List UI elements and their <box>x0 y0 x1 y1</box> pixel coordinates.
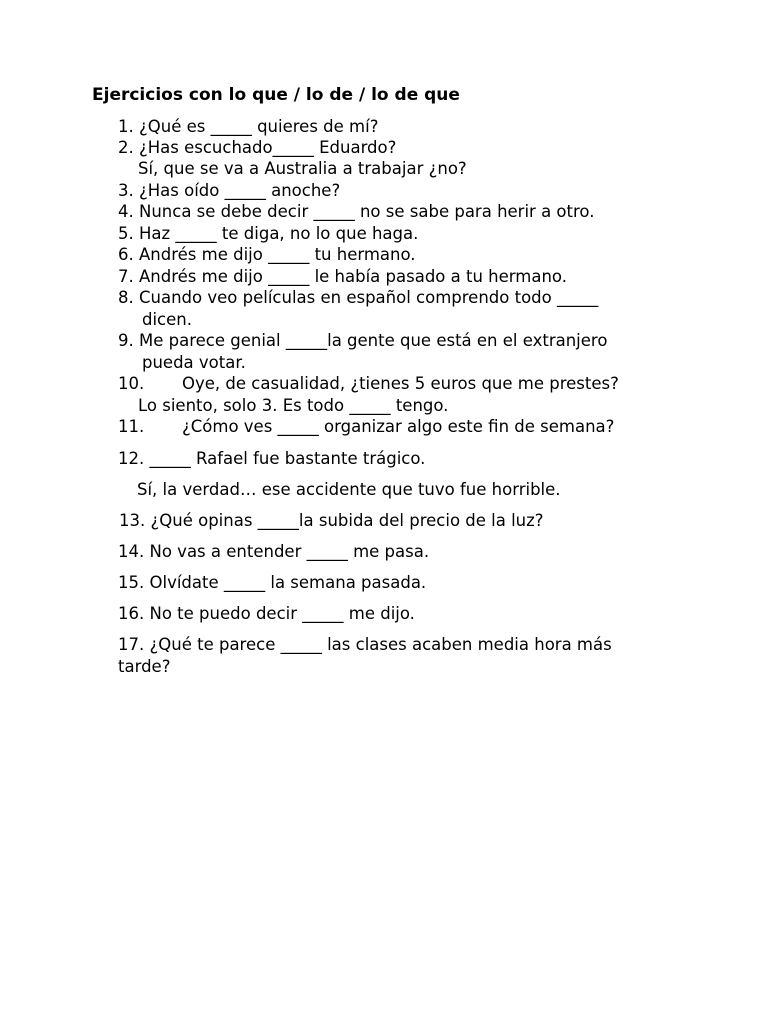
exercise-12-answer <box>137 479 561 501</box>
exercise-text: Me parece genial _____la gente que está en el extranjero <box>139 331 608 350</box>
exercise-text: Lo siento, solo 3. Es todo _____ tengo. <box>138 396 449 415</box>
page-title: Ejercicios con lo que / lo de / lo de que <box>92 85 460 105</box>
exercise-5 <box>118 223 418 245</box>
exercise-text: No vas a entender _____ me pasa. <box>149 542 430 561</box>
exercise-10 <box>118 373 619 395</box>
exercise-text: Olvídate _____ la semana pasada. <box>149 573 427 592</box>
exercise-text: ¿Qué te parece _____ las clases acaben media hora más <box>149 635 612 654</box>
exercise-text: ¿Cómo ves _____ organizar algo este fin de semana? <box>182 417 615 436</box>
exercise-number: 1. <box>118 117 134 136</box>
exercise-text: Cuando veo películas en español comprendo todo _____ <box>139 288 599 307</box>
exercise-2-answer <box>138 158 467 180</box>
exercise-text: No te puedo decir _____ me dijo. <box>149 604 415 623</box>
exercise-number: 17. <box>118 635 145 654</box>
exercise-9-continued <box>142 352 246 374</box>
exercise-number: 12. <box>118 449 145 468</box>
exercise-text: Nunca se debe decir _____ no se sabe para herir a otro. <box>139 202 595 221</box>
exercise-number: 3. <box>118 181 134 200</box>
exercise-number: 10. <box>118 374 145 393</box>
exercise-17-continued <box>118 656 170 678</box>
exercise-number: 13. <box>119 511 146 530</box>
exercise-number: 8. <box>118 288 134 307</box>
exercise-11 <box>118 416 614 438</box>
exercise-text: ¿Has escuchado_____ Eduardo? <box>139 138 397 157</box>
exercise-1 <box>118 116 378 138</box>
exercise-3 <box>118 180 340 202</box>
exercise-text: ¿Has oído _____ anoche? <box>139 181 341 200</box>
exercise-text: Oye, de casualidad, ¿tienes 5 euros que me prestes? <box>182 374 619 393</box>
exercise-text: pueda votar. <box>142 353 246 372</box>
exercise-16 <box>118 603 415 625</box>
exercise-15 <box>118 572 426 594</box>
exercise-text: ¿Qué opinas _____la subida del precio de la luz? <box>150 511 544 530</box>
exercise-number: 5. <box>118 224 134 243</box>
exercise-6 <box>118 244 416 266</box>
exercise-text: _____ Rafael fue bastante trágico. <box>149 449 426 468</box>
exercise-4 <box>118 201 594 223</box>
exercise-number: 15. <box>118 573 145 592</box>
exercise-text: Sí, que se va a Australia a trabajar ¿no? <box>138 159 467 178</box>
exercise-8 <box>118 287 598 309</box>
exercise-14 <box>118 541 429 563</box>
exercise-9 <box>118 330 607 352</box>
exercise-8-continued <box>142 309 192 331</box>
exercise-17 <box>118 634 612 656</box>
exercise-7 <box>118 266 567 288</box>
exercise-10-answer <box>138 395 448 417</box>
exercise-2 <box>118 137 396 159</box>
exercise-13 <box>119 510 544 532</box>
exercise-number: 7. <box>118 267 134 286</box>
exercise-number: 2. <box>118 138 134 157</box>
exercise-text: dicen. <box>142 310 192 329</box>
exercise-number: 4. <box>118 202 134 221</box>
exercise-12 <box>118 448 425 470</box>
exercise-number: 16. <box>118 604 145 623</box>
exercise-text: Andrés me dijo _____ tu hermano. <box>139 245 416 264</box>
exercise-text: Andrés me dijo _____ le había pasado a tu hermano. <box>139 267 567 286</box>
exercise-number: 14. <box>118 542 145 561</box>
exercise-number: 6. <box>118 245 134 264</box>
exercise-text: tarde? <box>118 657 171 676</box>
exercise-number: 9. <box>118 331 134 350</box>
exercise-number: 11. <box>118 417 145 436</box>
exercise-text: ¿Qué es _____ quieres de mí? <box>139 117 379 136</box>
exercise-text: Sí, la verdad… ese accidente que tuvo fue horrible. <box>137 480 561 499</box>
exercise-text: Haz _____ te diga, no lo que haga. <box>139 224 419 243</box>
